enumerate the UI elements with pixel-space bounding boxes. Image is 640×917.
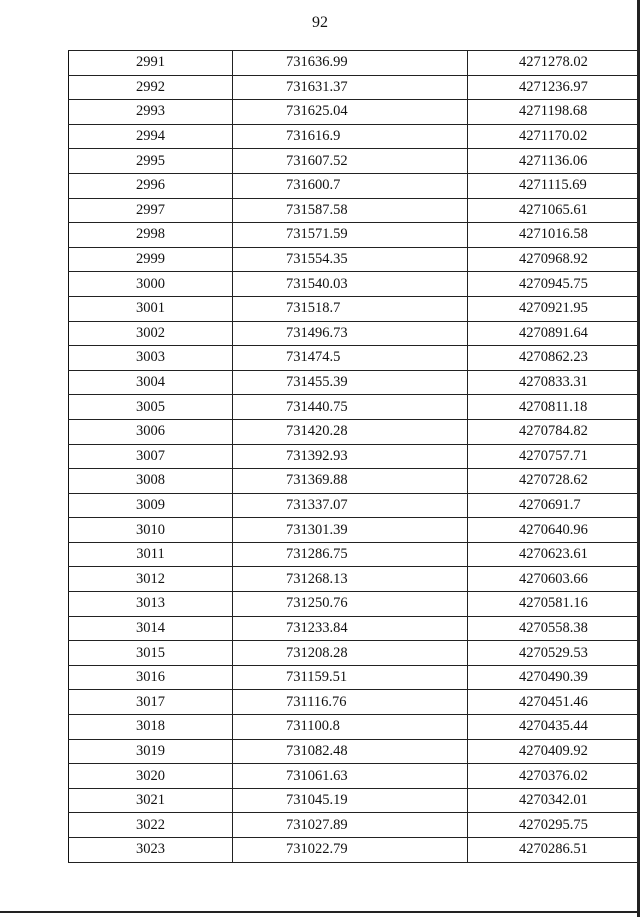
x-coordinate-cell: 731159.51 [233,665,468,690]
point-number-cell: 3001 [69,296,233,321]
y-coordinate-cell: 4271016.58 [468,223,640,248]
table-row [69,198,640,223]
x-coordinate-cell: 731607.52 [233,149,468,174]
y-coordinate-cell: 4270891.64 [468,321,640,346]
point-number-cell: 3023 [69,838,233,863]
y-coordinate-cell: 4270409.92 [468,739,640,764]
point-number-cell: 3017 [69,690,233,715]
y-coordinate-cell: 4270558.38 [468,616,640,641]
point-number-cell: 3011 [69,542,233,567]
x-coordinate-cell: 731022.79 [233,838,468,863]
table-row [69,616,640,641]
table-row [69,469,640,494]
table-row [69,173,640,198]
point-number-cell: 3007 [69,444,233,469]
x-coordinate-cell: 731233.84 [233,616,468,641]
x-coordinate-cell: 731286.75 [233,542,468,567]
y-coordinate-cell: 4270529.53 [468,641,640,666]
y-coordinate-cell: 4270623.61 [468,542,640,567]
point-number-cell: 2998 [69,223,233,248]
y-coordinate-cell: 4271170.02 [468,124,640,149]
point-number-cell: 3010 [69,518,233,543]
table-row [69,100,640,125]
point-number-cell: 3012 [69,567,233,592]
x-coordinate-cell: 731337.07 [233,493,468,518]
table-row [69,739,640,764]
table-row [69,838,640,863]
x-coordinate-cell: 731554.35 [233,247,468,272]
table-row [69,788,640,813]
point-number-cell: 3013 [69,592,233,617]
x-coordinate-cell: 731518.7 [233,296,468,321]
table-row [69,296,640,321]
y-coordinate-cell: 4270784.82 [468,419,640,444]
x-coordinate-cell: 731625.04 [233,100,468,125]
table-row [69,813,640,838]
x-coordinate-cell: 731268.13 [233,567,468,592]
x-coordinate-cell: 731587.58 [233,198,468,223]
x-coordinate-cell: 731474.5 [233,346,468,371]
x-coordinate-cell: 731636.99 [233,51,468,76]
table-row [69,419,640,444]
x-coordinate-cell: 731455.39 [233,370,468,395]
point-number-cell: 3014 [69,616,233,641]
point-number-cell: 3003 [69,346,233,371]
y-coordinate-cell: 4270728.62 [468,469,640,494]
point-number-cell: 3015 [69,641,233,666]
point-number-cell: 3019 [69,739,233,764]
y-coordinate-cell: 4270640.96 [468,518,640,543]
y-coordinate-cell: 4270451.46 [468,690,640,715]
table-row [69,321,640,346]
point-number-cell: 3009 [69,493,233,518]
point-number-cell: 3002 [69,321,233,346]
table-row [69,223,640,248]
table-body [69,51,640,863]
table-row [69,444,640,469]
y-coordinate-cell: 4270945.75 [468,272,640,297]
y-coordinate-cell: 4270376.02 [468,764,640,789]
y-coordinate-cell: 4271236.97 [468,75,640,100]
x-coordinate-cell: 731496.73 [233,321,468,346]
table-row [69,247,640,272]
coordinates-table [68,50,640,863]
table-row [69,370,640,395]
point-number-cell: 3008 [69,469,233,494]
point-number-cell: 3004 [69,370,233,395]
table-row [69,665,640,690]
table-row [69,592,640,617]
table-row [69,542,640,567]
point-number-cell: 3006 [69,419,233,444]
y-coordinate-cell: 4270811.18 [468,395,640,420]
x-coordinate-cell: 731045.19 [233,788,468,813]
table-row [69,764,640,789]
table-row [69,493,640,518]
y-coordinate-cell: 4271136.06 [468,149,640,174]
point-number-cell: 2992 [69,75,233,100]
table-row [69,395,640,420]
x-coordinate-cell: 731061.63 [233,764,468,789]
x-coordinate-cell: 731440.75 [233,395,468,420]
x-coordinate-cell: 731301.39 [233,518,468,543]
table-row [69,690,640,715]
y-coordinate-cell: 4270435.44 [468,715,640,740]
x-coordinate-cell: 731027.89 [233,813,468,838]
x-coordinate-cell: 731392.93 [233,444,468,469]
y-coordinate-cell: 4270921.95 [468,296,640,321]
x-coordinate-cell: 731369.88 [233,469,468,494]
y-coordinate-cell: 4270490.39 [468,665,640,690]
table-row [69,346,640,371]
table-row [69,124,640,149]
x-coordinate-cell: 731250.76 [233,592,468,617]
point-number-cell: 3022 [69,813,233,838]
point-number-cell: 2995 [69,149,233,174]
table-row [69,272,640,297]
point-number-cell: 2994 [69,124,233,149]
x-coordinate-cell: 731600.7 [233,173,468,198]
point-number-cell: 3000 [69,272,233,297]
y-coordinate-cell: 4271065.61 [468,198,640,223]
bottom-edge-line [0,911,640,913]
table-row [69,567,640,592]
y-coordinate-cell: 4271278.02 [468,51,640,76]
y-coordinate-cell: 4271198.68 [468,100,640,125]
point-number-cell: 3021 [69,788,233,813]
y-coordinate-cell: 4270603.66 [468,567,640,592]
x-coordinate-cell: 731082.48 [233,739,468,764]
y-coordinate-cell: 4270581.16 [468,592,640,617]
point-number-cell: 3018 [69,715,233,740]
y-coordinate-cell: 4270342.01 [468,788,640,813]
point-number-cell: 2996 [69,173,233,198]
table-row [69,641,640,666]
point-number-cell: 3016 [69,665,233,690]
point-number-cell: 2993 [69,100,233,125]
y-coordinate-cell: 4270295.75 [468,813,640,838]
y-coordinate-cell: 4270691.7 [468,493,640,518]
table-row [69,51,640,76]
y-coordinate-cell: 4270968.92 [468,247,640,272]
y-coordinate-cell: 4270862.23 [468,346,640,371]
table-row [69,715,640,740]
point-number-cell: 2997 [69,198,233,223]
point-number-cell: 3005 [69,395,233,420]
x-coordinate-cell: 731420.28 [233,419,468,444]
table-row [69,75,640,100]
y-coordinate-cell: 4271115.69 [468,173,640,198]
y-coordinate-cell: 4270833.31 [468,370,640,395]
x-coordinate-cell: 731540.03 [233,272,468,297]
point-number-cell: 2991 [69,51,233,76]
x-coordinate-cell: 731208.28 [233,641,468,666]
table-row [69,518,640,543]
x-coordinate-cell: 731100.8 [233,715,468,740]
y-coordinate-cell: 4270286.51 [468,838,640,863]
table-row [69,149,640,174]
point-number-cell: 3020 [69,764,233,789]
point-number-cell: 2999 [69,247,233,272]
x-coordinate-cell: 731631.37 [233,75,468,100]
x-coordinate-cell: 731116.76 [233,690,468,715]
x-coordinate-cell: 731616.9 [233,124,468,149]
x-coordinate-cell: 731571.59 [233,223,468,248]
y-coordinate-cell: 4270757.71 [468,444,640,469]
page-number: 92 [312,14,328,31]
